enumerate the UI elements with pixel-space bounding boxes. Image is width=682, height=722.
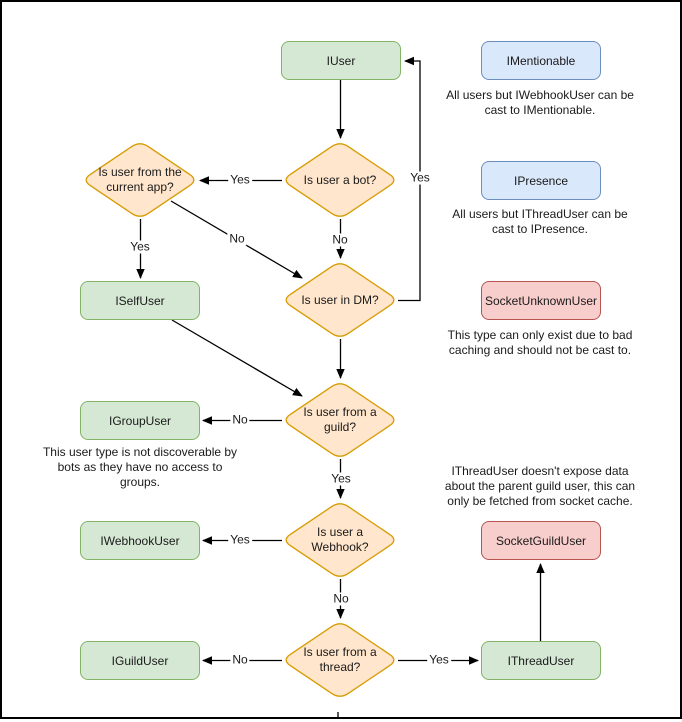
- note-line: This user type is not discoverable by: [42, 445, 238, 459]
- node-socketunknownuser: [481, 281, 601, 320]
- decision-in-dm-label: [282, 261, 398, 339]
- decision-is-webhook-label: [282, 501, 398, 579]
- note-line: caching and should not be cast to.: [448, 343, 632, 357]
- node-iuser: [281, 41, 401, 80]
- note-line: only be fetched from socket cache.: [447, 494, 633, 508]
- decision-line: Is user a: [316, 525, 364, 539]
- node-iselfuser-label: ISelfUser: [115, 293, 165, 308]
- decision-line: Is user from the: [98, 165, 182, 179]
- node-iwebhookuser: [80, 521, 200, 560]
- note-line: This type can only exist due to bad: [447, 328, 633, 342]
- node-socketguilduser-label: SocketGuildUser: [495, 533, 587, 548]
- node-iselfuser: [80, 281, 200, 320]
- node-iguilduser-label: IGuildUser: [111, 653, 169, 668]
- edge-label-webhook-yes: Yes: [230, 532, 250, 547]
- decision-from-thread-label: [282, 621, 398, 699]
- note-line: IThreadUser doesn't expose data: [451, 464, 629, 478]
- node-imentionable-label: IMentionable: [506, 53, 576, 68]
- edge-label-bot-no: No: [332, 232, 348, 247]
- note-line: cast to IMentionable.: [484, 103, 596, 117]
- node-iwebhookuser-label: IWebhookUser: [100, 533, 180, 548]
- node-ithreaduser: [481, 641, 601, 680]
- node-igroupuser-label: IGroupUser: [108, 413, 172, 428]
- note-mentionable: [430, 88, 650, 118]
- decision-line: Is user from a: [303, 645, 377, 659]
- note-line: bots as they have no access to: [57, 460, 223, 474]
- edge-label-guild-yes: Yes: [331, 471, 351, 486]
- node-socketguilduser: [481, 521, 601, 560]
- edge-label-app-yes: Yes: [130, 239, 150, 254]
- node-ithreaduser-label: IThreadUser: [507, 653, 575, 668]
- edge-label-webhook-no: No: [333, 591, 349, 606]
- edge-label-thread-no: No: [232, 652, 248, 667]
- decision-line: Is user in DM?: [301, 292, 379, 307]
- note-thread-user: [430, 464, 650, 509]
- edge-label-app-no: No: [229, 231, 245, 246]
- edge-label-bot-yes: Yes: [230, 172, 250, 187]
- decision-from-guild-label: [282, 381, 398, 459]
- decision-line: Is user from a: [303, 405, 377, 419]
- decision-line: thread?: [319, 660, 361, 674]
- note-line: cast to IPresence.: [491, 222, 589, 236]
- node-ipresence-label: IPresence: [513, 173, 569, 188]
- decision-is-bot-label: [282, 141, 398, 219]
- node-imentionable: [481, 41, 601, 80]
- note-group-user: [30, 445, 250, 490]
- node-iuser-label: IUser: [326, 53, 356, 68]
- note-presence: [430, 207, 650, 237]
- note-line: about the parent guild user, this can: [444, 479, 636, 493]
- note-line: All users but IWebhookUser can be: [446, 88, 634, 102]
- note-line: All users but IThreadUser can be: [452, 207, 628, 221]
- edge-label-thread-yes: Yes: [429, 652, 449, 667]
- decision-line: Is user a bot?: [303, 172, 377, 187]
- decision-line: guild?: [323, 420, 357, 434]
- node-igroupuser: [80, 401, 200, 440]
- note-line: groups.: [119, 475, 161, 489]
- edge-label-guild-no: No: [232, 412, 248, 427]
- node-socketunknownuser-label: SocketUnknownUser: [484, 293, 598, 308]
- node-ipresence: [481, 161, 601, 200]
- note-unknown-user: [430, 328, 650, 358]
- decision-line: Webhook?: [311, 540, 369, 554]
- edge-label-dm-yes: Yes: [410, 170, 430, 185]
- decision-from-current-app-label: [82, 141, 198, 219]
- decision-line: current app?: [106, 180, 174, 194]
- node-iguilduser: [80, 641, 200, 680]
